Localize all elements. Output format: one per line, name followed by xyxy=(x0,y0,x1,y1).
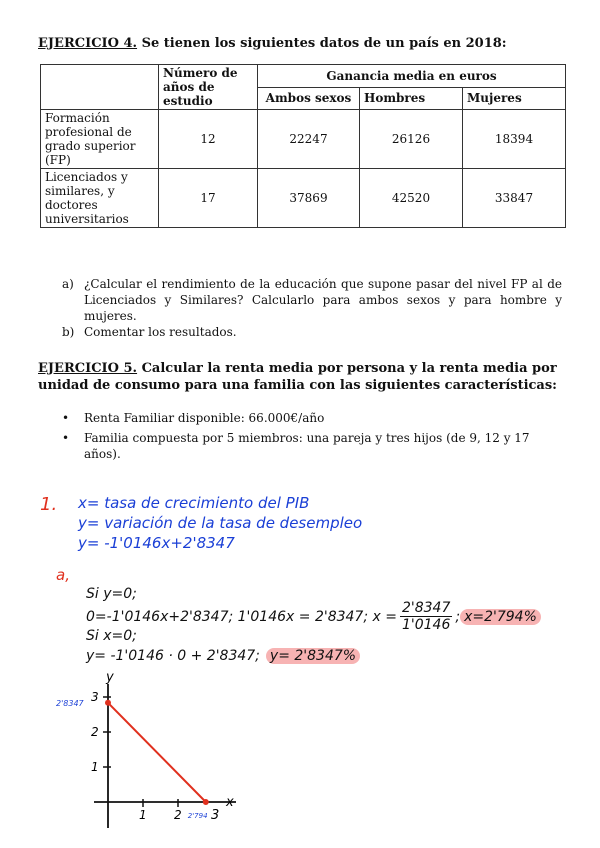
header-men: Hombres xyxy=(360,87,463,110)
handwritten-si-y: Si y=0; xyxy=(86,586,137,602)
ex5-bullets xyxy=(62,410,562,466)
equation-text: y= -1'0146 · 0 + 2'8347; xyxy=(86,648,260,664)
row-years: 12 xyxy=(159,110,258,169)
data-table xyxy=(40,64,566,228)
list-item xyxy=(62,430,562,462)
row-years: 17 xyxy=(159,169,258,228)
y-result-highlight: y= 2'8347% xyxy=(266,648,360,664)
ex4-title xyxy=(38,35,507,52)
x-tick-label: 1 xyxy=(139,808,147,822)
y-intercept-label: 2'8347 xyxy=(56,698,84,708)
row-men: 26126 xyxy=(360,110,463,169)
x-tick-label: 2 xyxy=(174,808,182,822)
row-both: 37869 xyxy=(258,169,360,228)
separator: ; xyxy=(455,608,461,625)
question-item xyxy=(62,276,562,324)
question-item xyxy=(62,324,562,340)
handwritten-line-2: y= variación de la tasa de desempleo xyxy=(78,514,363,532)
row-both: 22247 xyxy=(258,110,360,169)
y-axis-label: y xyxy=(106,672,114,685)
row-label: Licenciados y similares, y doctores universitarios xyxy=(41,169,159,228)
question-label: b) xyxy=(62,325,75,339)
handwritten-line-3: y= -1'0146x+2'8347 xyxy=(78,534,235,552)
list-item xyxy=(62,410,562,426)
row-men: 42520 xyxy=(360,169,463,228)
x-axis-label: x xyxy=(226,795,234,810)
x-result-highlight: x=2'794% xyxy=(460,609,541,625)
table-row xyxy=(41,110,566,169)
x-intercept-label: 2'794 xyxy=(187,812,208,820)
ex5-title xyxy=(38,360,563,394)
y-tick-label: 2 xyxy=(91,725,99,739)
bullet-icon: • xyxy=(62,411,70,425)
handwritten-equation-2 xyxy=(86,648,360,664)
ex4-label: EJERCICIO 4. xyxy=(38,36,138,51)
fraction xyxy=(400,600,452,633)
x-intercept-point xyxy=(203,799,209,805)
handwritten-line-1: x= tasa de crecimiento del PIB xyxy=(78,494,310,512)
question-label: a) xyxy=(62,277,74,291)
bullet-icon: • xyxy=(62,431,70,445)
ex4-questions xyxy=(62,276,562,340)
bullet-text: Familia compuesta por 5 miembros: una pareja y tres hijos (de 9, 12 y 17 años). xyxy=(84,431,530,461)
bullet-text: Renta Familiar disponible: 66.000€/año xyxy=(84,411,325,425)
equation-text: 0=-1'0146x+2'8347; 1'0146x = 2'8347; x = xyxy=(86,608,397,625)
ex4-title-text: Se tienen los siguientes datos de un país en 2018: xyxy=(137,36,507,51)
fraction-numerator: 2'8347 xyxy=(401,600,451,616)
y-tick-label: 1 xyxy=(91,760,99,774)
header-years: Número de años de estudio xyxy=(159,65,258,110)
graph xyxy=(50,672,270,832)
table-header-row xyxy=(41,65,566,88)
header-both: Ambos sexos xyxy=(258,87,360,110)
fraction-denominator: 1'0146 xyxy=(401,617,451,633)
y-intercept-point xyxy=(105,700,111,706)
row-label: Formación profesional de grado superior (FP) xyxy=(41,110,159,169)
question-text: ¿Calcular el rendimiento de la educación que supone pasar del nivel FP al de Licenciados y Similares? Calcularlo para ambos sexos y para hombre y mujeres. xyxy=(84,277,562,323)
handwritten-equation-1 xyxy=(86,600,541,633)
ex5-label: EJERCICIO 5. xyxy=(38,361,138,376)
row-women: 18394 xyxy=(463,110,566,169)
y-tick-label: 3 xyxy=(91,690,99,704)
solution-number: 1. xyxy=(40,494,58,515)
ex5-title-text: Calcular la renta media por persona y la renta media por unidad de consumo para una familia con las siguientes características: xyxy=(38,361,557,393)
handwritten-si-x: Si x=0; xyxy=(86,628,137,644)
header-women: Mujeres xyxy=(463,87,566,110)
header-group: Ganancia media en euros xyxy=(258,65,566,88)
x-end-label: 3 xyxy=(211,808,220,823)
question-text: Comentar los resultados. xyxy=(84,325,237,339)
table-row xyxy=(41,169,566,228)
header-blank-cell xyxy=(41,65,159,110)
part-label: a, xyxy=(56,566,70,584)
regression-line xyxy=(108,703,206,802)
row-women: 33847 xyxy=(463,169,566,228)
